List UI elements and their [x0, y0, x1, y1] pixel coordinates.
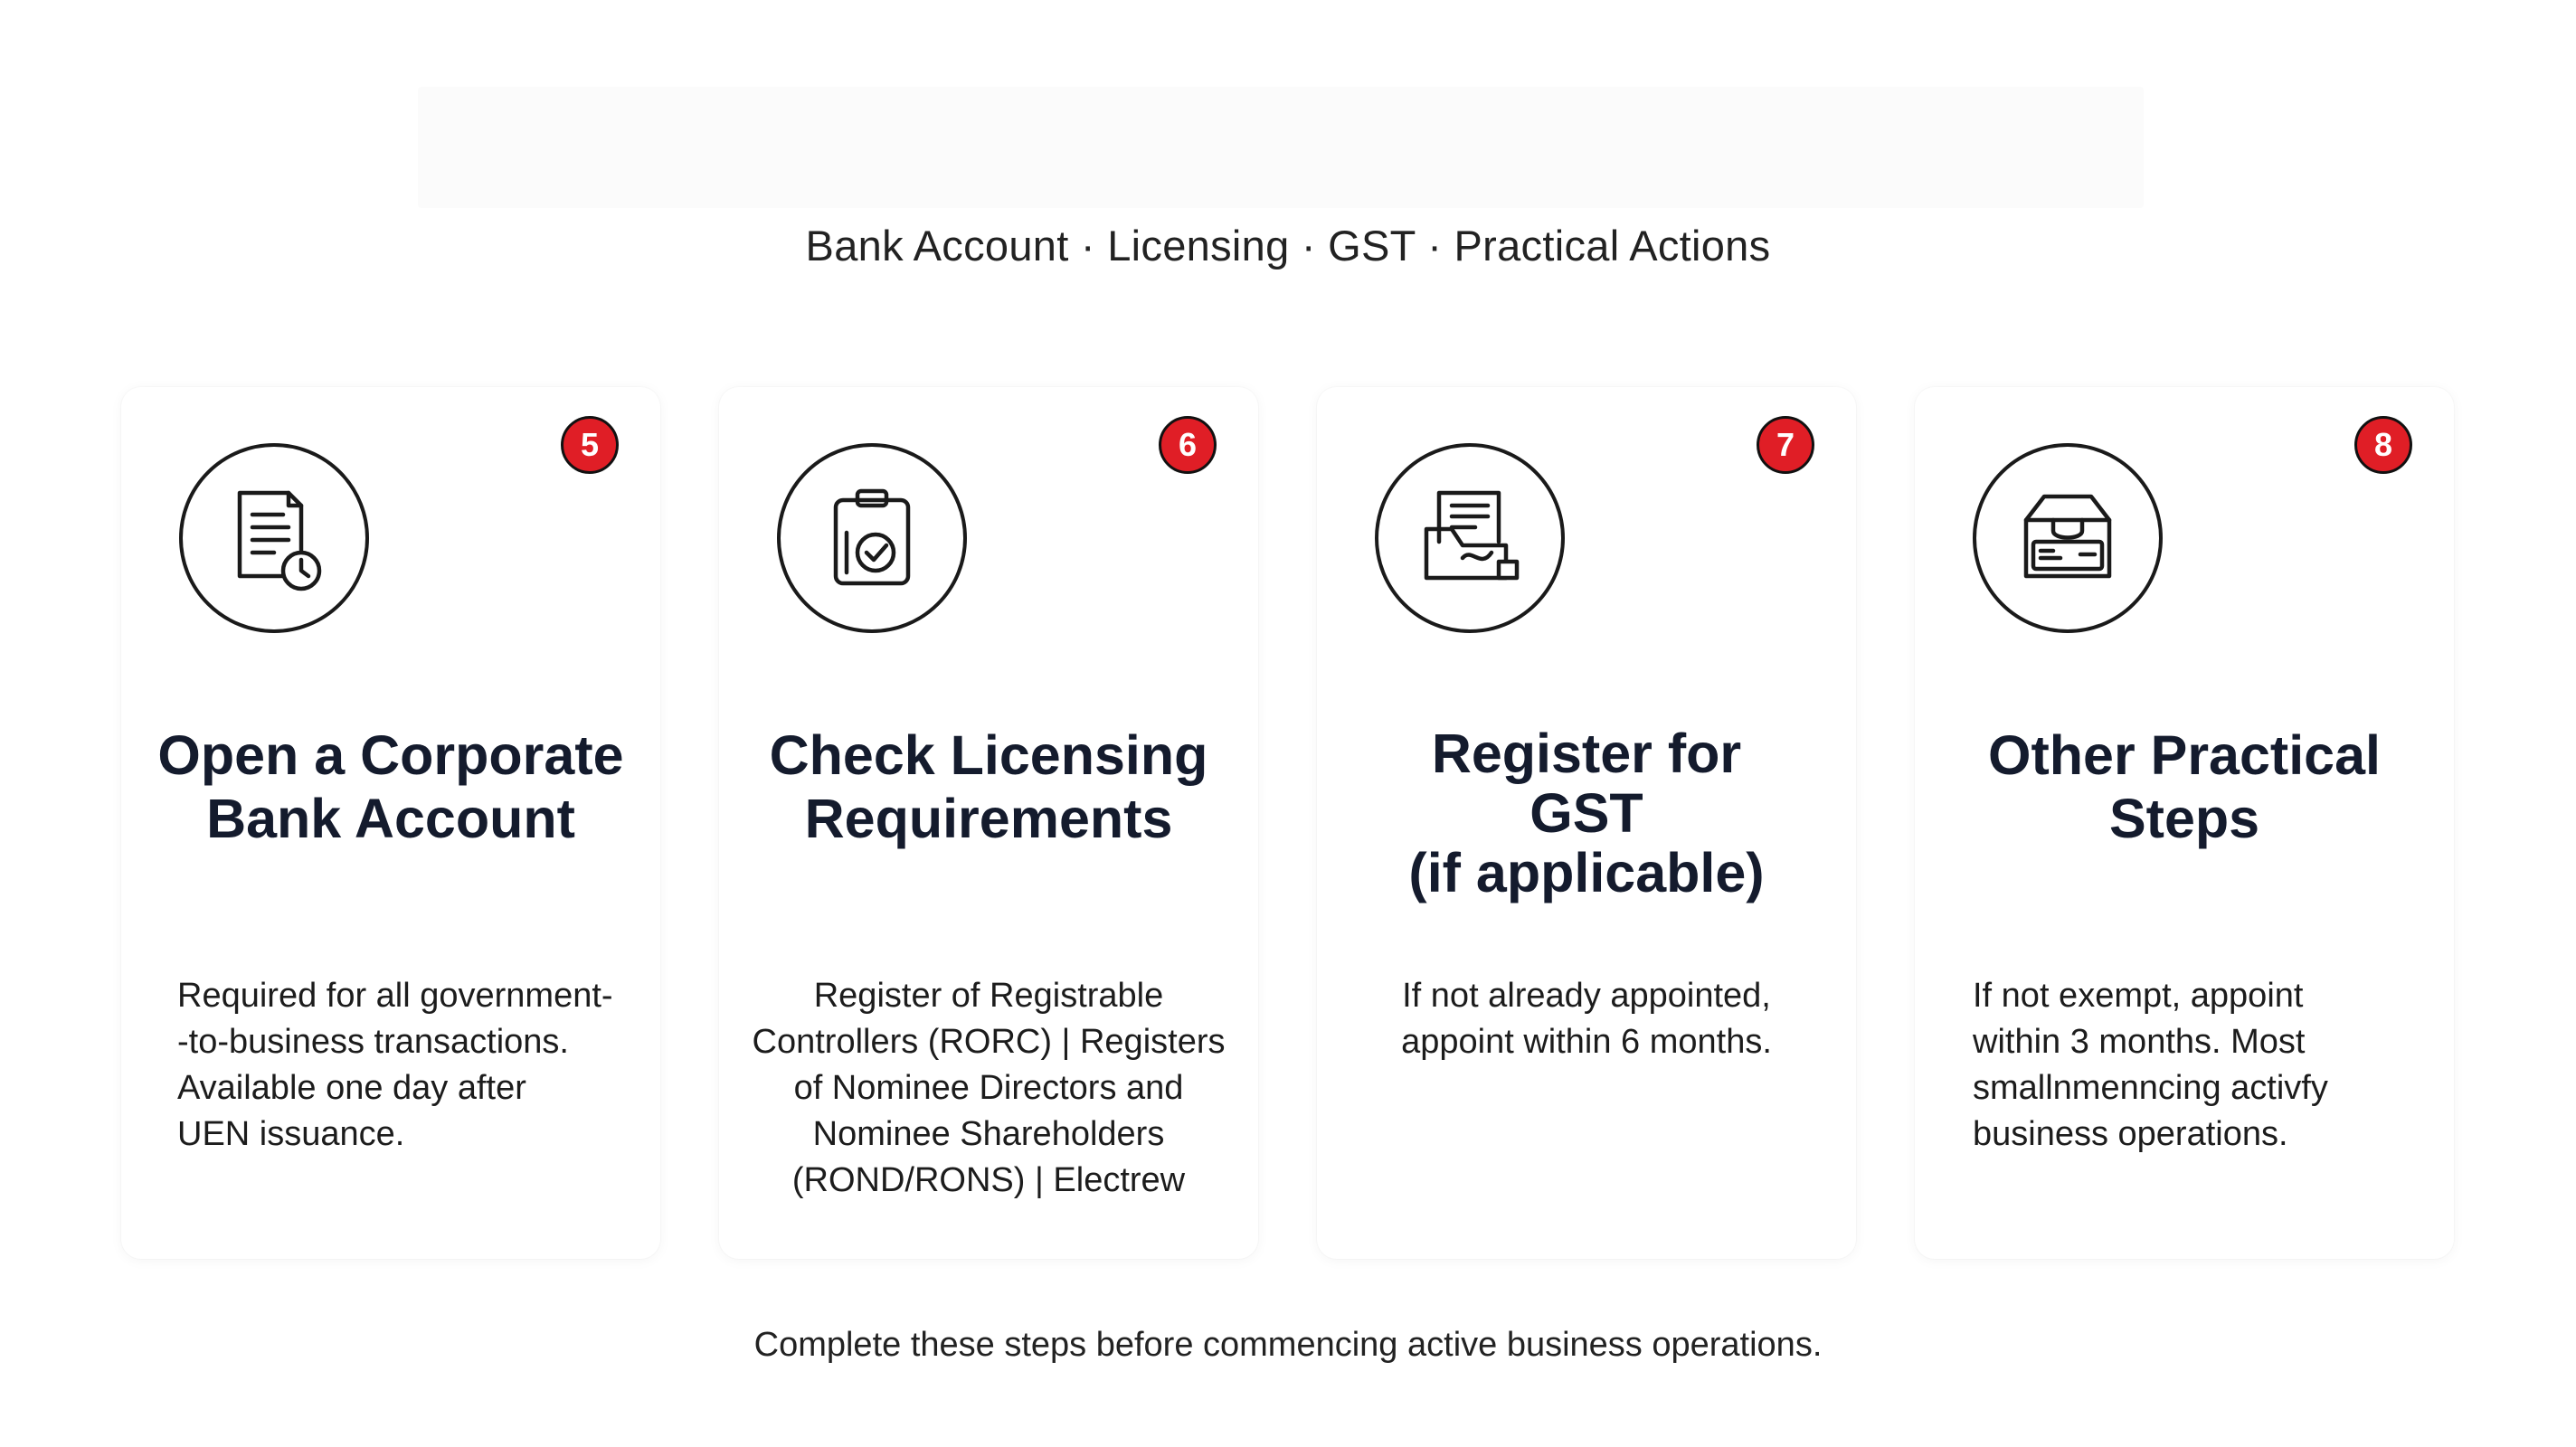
step-card-practical [1915, 387, 2454, 1259]
document-folder-icon [1375, 443, 1565, 633]
step-number-badge: 5 [561, 416, 619, 474]
card-title: Register for GST (if applicable) [1408, 723, 1765, 903]
step-card-licensing [719, 387, 1258, 1259]
step-number-badge: 8 [2354, 416, 2412, 474]
card-description: Register of Registrable Controllers (RORC) | Registers of Nominee Directors and Nominee Shareholders (ROND/RONS) | Electrew [752, 977, 1226, 1199]
card-description: If not exempt, appoint within 3 months. Most smallnmenncing activfy business operations. [1973, 977, 2328, 1153]
title-banner [418, 87, 2144, 208]
clipboard-check-icon [777, 443, 967, 633]
document-clock-icon [179, 443, 369, 633]
page-subtitle: Bank Account · Licensing · GST · Practical Actions [805, 222, 1771, 270]
footer-note: Complete these steps before commencing active business operations. [753, 1326, 1823, 1364]
card-title: Other Practical Steps [1988, 724, 2381, 849]
step-card-bank-account [121, 387, 660, 1259]
step-number-badge: 6 [1159, 416, 1217, 474]
card-title: Check Licensing Requirements [769, 724, 1208, 849]
steps-card-row [121, 387, 2455, 1259]
shop-register-icon [1973, 443, 2163, 633]
step-number-badge: 7 [1757, 416, 1814, 474]
card-title: Open a Corporate Bank Account [157, 724, 624, 849]
card-description: Required for all government- -to-business transactions. Available one day after UEN issuance. [177, 977, 613, 1153]
step-card-gst [1317, 387, 1856, 1259]
card-description: If not already appointed, appoint within 6 months. [1401, 977, 1772, 1061]
